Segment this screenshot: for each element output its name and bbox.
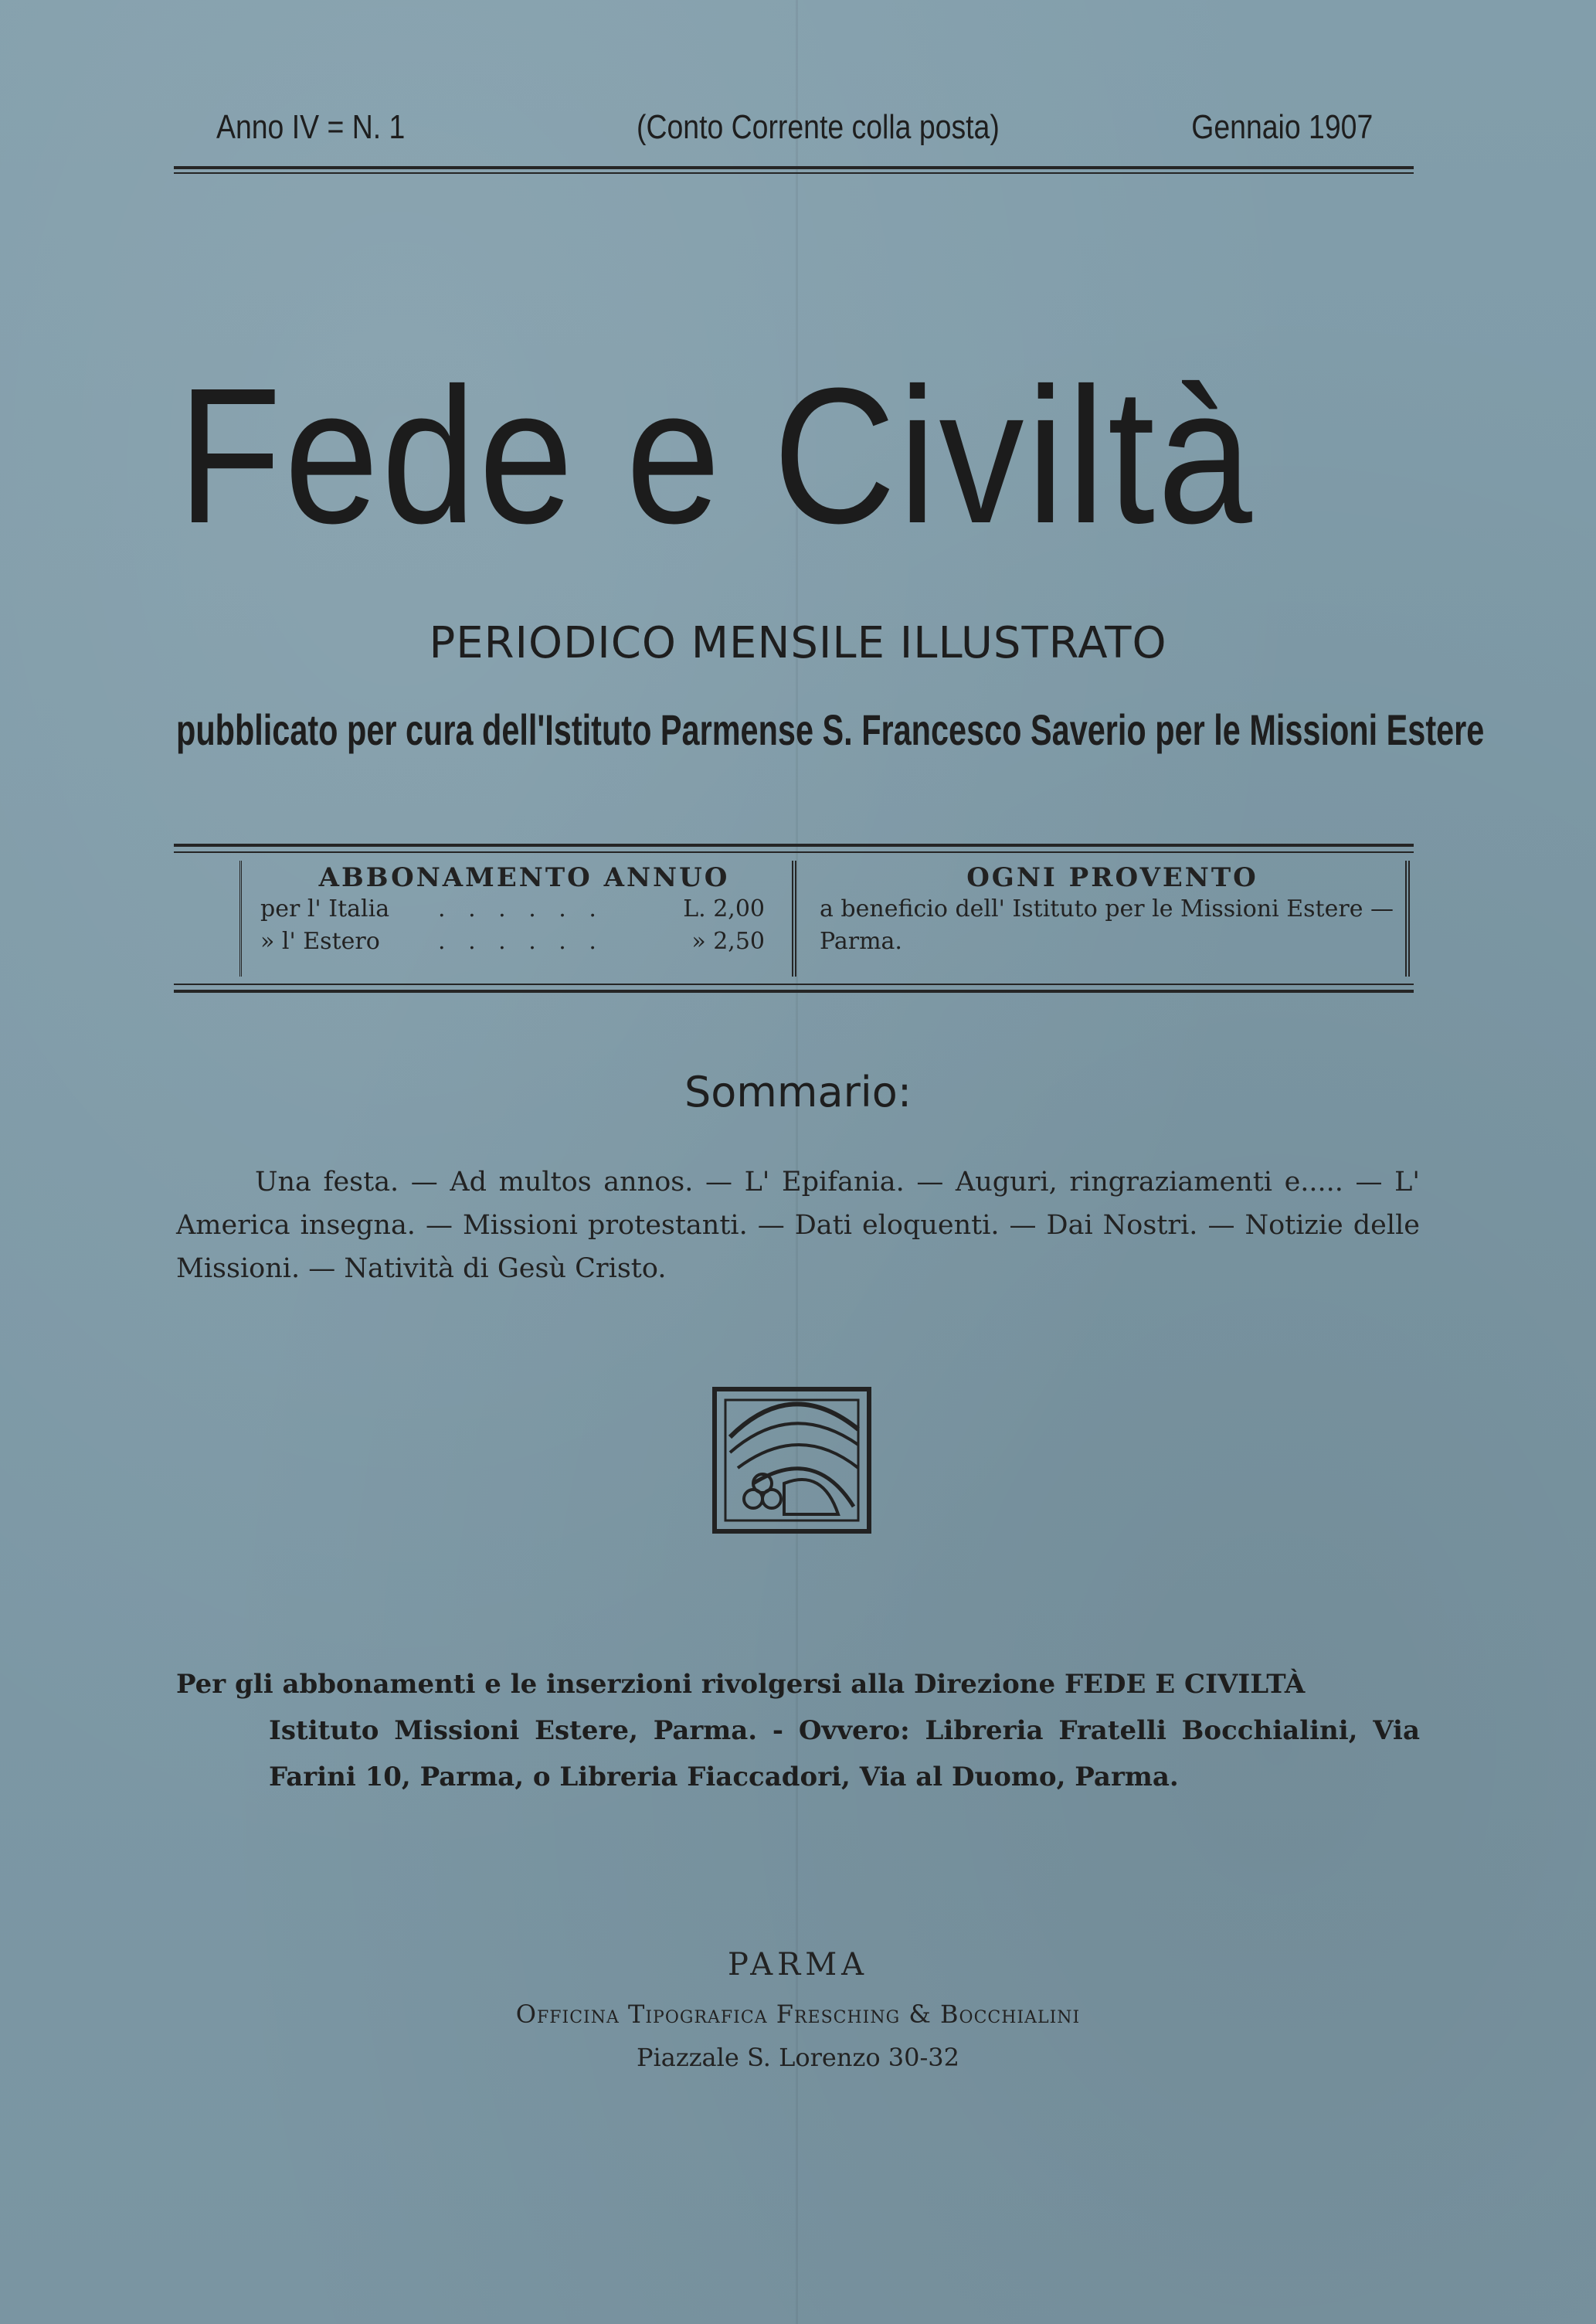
price-row-italy <box>260 893 788 926</box>
subscription-column <box>239 861 788 977</box>
box-rule-top <box>174 851 1414 853</box>
summary-heading: Sommario: <box>684 1068 912 1116</box>
summary-text-block <box>176 1160 1420 1290</box>
subscription-box <box>174 844 1414 993</box>
proceeds-column <box>792 861 1410 977</box>
price-label: » l' Estero <box>260 928 380 955</box>
issue-date: Gennaio 1907 <box>1191 108 1374 146</box>
publisher-line: pubblicato per cura dell'Istituto Parmense S. Francesco Saverio per le Missioni Estere <box>176 705 1485 754</box>
price-dots: . . . . . . <box>438 895 604 922</box>
price-row-abroad <box>260 926 788 958</box>
header-rule <box>174 166 1414 169</box>
imprint-city: PARMA <box>727 1947 869 1983</box>
proceeds-heading: OGNI PROVENTO <box>966 862 1258 893</box>
imprint-address: Piazzale S. Lorenzo 30-32 <box>636 2043 959 2072</box>
magazine-title: Fede e Civiltà <box>178 348 1255 563</box>
price-value: » 2,50 <box>691 928 765 955</box>
summary-text: Una festa. — Ad multos annos. — L' Epifania. — Auguri, ringraziamenti e..... — L' America insegna. — Missioni protestanti. — Dati eloquenti. — Dai Nostri. — Notizie delle Missioni. — Natività di Gesù Cristo. <box>176 1167 1420 1284</box>
printer-emblem-icon <box>707 1383 877 1537</box>
price-value: L. 2,00 <box>683 895 765 922</box>
proceeds-text: a beneficio dell' Istituto per le Missioni Estere — Parma. <box>820 895 1394 955</box>
subscription-notice <box>176 1661 1420 1800</box>
header-rule-thin <box>174 172 1414 174</box>
magazine-subtitle: PERIODICO MENSILE ILLUSTRATO <box>429 618 1167 668</box>
issue-header <box>216 108 1374 162</box>
imprint-printer: Officina Tipografica Fresching & Bocchialini <box>515 2000 1081 2029</box>
notice-line: Per gli abbonamenti e le inserzioni rivolgersi alla Direzione FEDE E CIVILTÀ <box>176 1669 1306 1700</box>
price-dots: . . . . . . <box>438 928 604 955</box>
issue-number: Anno IV = N. 1 <box>216 108 406 146</box>
price-label: per l' Italia <box>260 895 390 922</box>
box-rule-bottom <box>174 984 1414 985</box>
subscription-heading: ABBONAMENTO ANNUO <box>318 862 730 893</box>
postal-note: (Conto Corrente colla posta) <box>637 108 1000 146</box>
notice-line: Istituto Missioni Estere, Parma. - Ovvero: Libreria Fratelli Bocchialini, Via Farini 10, Parma, o Libreria Fiaccadori, Via al Duomo, Parma. <box>269 1715 1420 1792</box>
